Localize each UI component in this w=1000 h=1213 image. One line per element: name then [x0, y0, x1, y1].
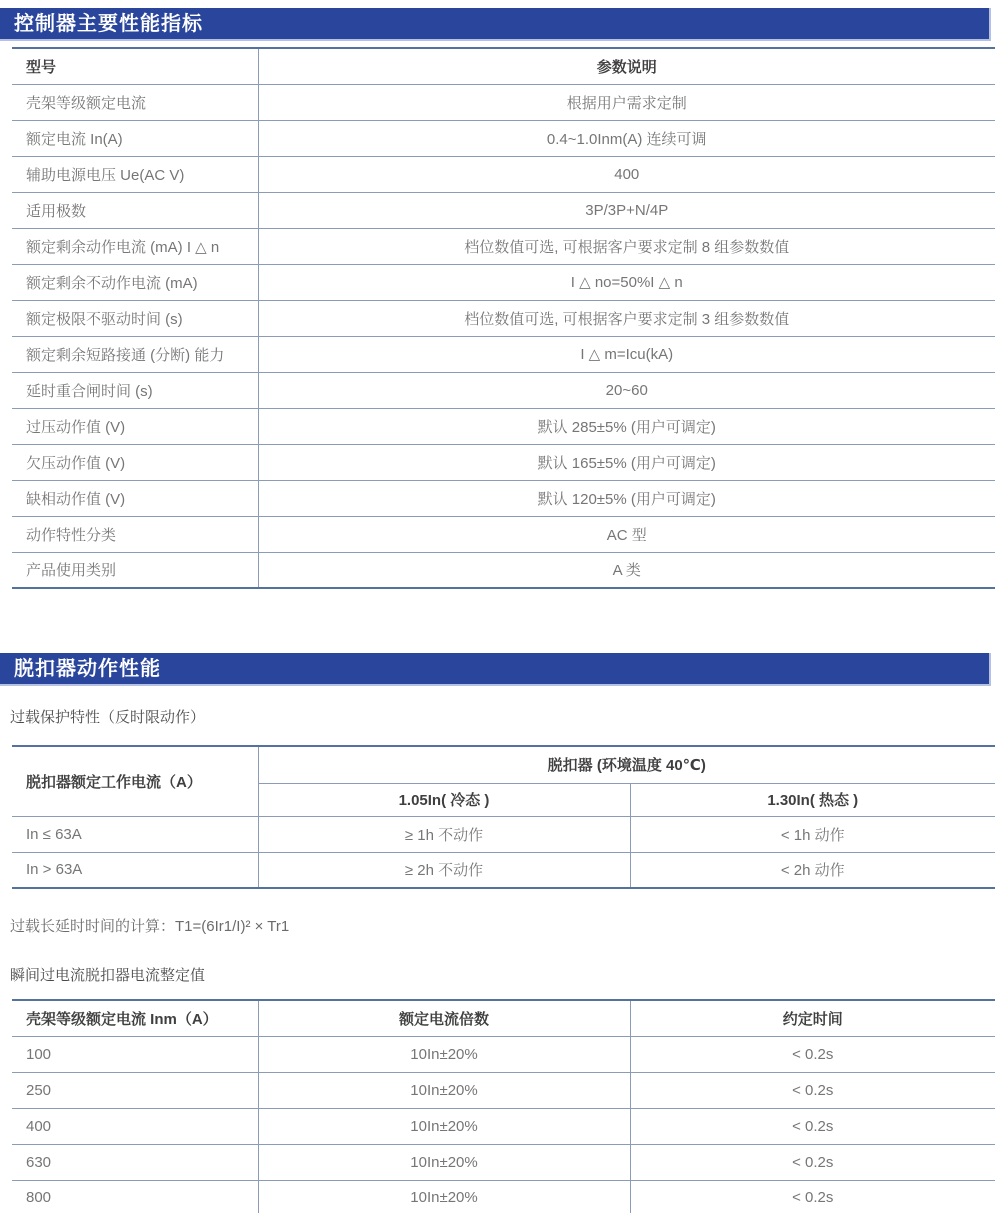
overload-protection-table — [12, 745, 995, 889]
table-row — [12, 1180, 995, 1213]
column-header-model: 型号 — [12, 48, 258, 84]
table-cell: 0.4~1.0Inm(A) 连续可调 — [258, 120, 995, 156]
table-cell: 400 — [258, 156, 995, 192]
table-row — [12, 516, 995, 552]
table-cell: ≥ 2h 不动作 — [258, 852, 630, 888]
table-row — [12, 1036, 995, 1072]
table-cell: 根据用户需求定制 — [258, 84, 995, 120]
table-cell: 延时重合闸时间 (s) — [12, 372, 258, 408]
table-cell: < 0.2s — [630, 1036, 995, 1072]
column-header-cold-state: 1.05In( 冷态 ) — [258, 783, 630, 816]
section-title: 控制器主要性能指标 — [14, 13, 203, 35]
table-cell: 800 — [12, 1180, 258, 1213]
table-cell: A 类 — [258, 552, 995, 588]
table-cell: 适用极数 — [12, 192, 258, 228]
table-cell: 3P/3P+N/4P — [258, 192, 995, 228]
table-row — [12, 1072, 995, 1108]
table-row — [12, 372, 995, 408]
controller-spec-table — [12, 47, 995, 589]
section-title: 脱扣器动作性能 — [14, 658, 161, 680]
table-cell: 默认 120±5% (用户可调定) — [258, 480, 995, 516]
instant-table-title: 瞬间过电流脱扣器电流整定值 — [10, 967, 206, 984]
table-cell: 产品使用类别 — [12, 552, 258, 588]
table-cell: I △ no=50%I △ n — [258, 264, 995, 300]
table-row — [12, 84, 995, 120]
table-cell: 默认 165±5% (用户可调定) — [258, 444, 995, 480]
overload-delay-formula: 过载长延时时间的计算：T1=(6Ir1/I)² × Tr1 — [10, 918, 290, 935]
table-row — [12, 120, 995, 156]
table-header-row — [12, 48, 995, 84]
table-cell: ≥ 1h 不动作 — [258, 816, 630, 852]
table-row — [12, 156, 995, 192]
table-cell: 额定剩余短路接通 (分断) 能力 — [12, 336, 258, 372]
table-cell: 额定电流 In(A) — [12, 120, 258, 156]
section-header-trip — [0, 653, 991, 686]
column-header-frame-current: 壳架等级额定电流 Inm（A） — [12, 1000, 258, 1036]
column-header-hot-state: 1.30In( 热态 ) — [630, 783, 995, 816]
table-row — [12, 816, 995, 852]
table-cell: AC 型 — [258, 516, 995, 552]
table-row — [12, 192, 995, 228]
table-cell: 额定极限不驱动时间 (s) — [12, 300, 258, 336]
table-cell: 欠压动作值 (V) — [12, 444, 258, 480]
table-cell: 10In±20% — [258, 1180, 630, 1213]
table-header-row — [12, 1000, 995, 1036]
section-header-controller — [0, 8, 991, 41]
table-row — [12, 228, 995, 264]
table-cell: 250 — [12, 1072, 258, 1108]
table-cell: 额定剩余不动作电流 (mA) — [12, 264, 258, 300]
table-cell: < 1h 动作 — [630, 816, 995, 852]
column-header-parameter: 参数说明 — [258, 48, 995, 84]
table-cell: 档位数值可选, 可根据客户要求定制 3 组参数数值 — [258, 300, 995, 336]
table-row — [12, 444, 995, 480]
table-cell: In ≤ 63A — [12, 816, 258, 852]
table-cell: 10In±20% — [258, 1144, 630, 1180]
table-cell: 10In±20% — [258, 1072, 630, 1108]
table-cell: I △ m=Icu(kA) — [258, 336, 995, 372]
table-cell: < 0.2s — [630, 1180, 995, 1213]
table-cell: 默认 285±5% (用户可调定) — [258, 408, 995, 444]
column-header-rated-current: 脱扣器额定工作电流（A） — [12, 746, 258, 816]
table-row — [12, 552, 995, 588]
table-row — [12, 1108, 995, 1144]
table-cell: 档位数值可选, 可根据客户要求定制 8 组参数数值 — [258, 228, 995, 264]
table-cell: 100 — [12, 1036, 258, 1072]
table-cell: < 0.2s — [630, 1108, 995, 1144]
table-row — [12, 336, 995, 372]
table-cell: 10In±20% — [258, 1108, 630, 1144]
table-row — [12, 1144, 995, 1180]
column-header-agreed-time: 约定时间 — [630, 1000, 995, 1036]
table-cell: 20~60 — [258, 372, 995, 408]
table-cell: 额定剩余动作电流 (mA) I △ n — [12, 228, 258, 264]
table-row — [12, 480, 995, 516]
column-header-trip-unit-span: 脱扣器 (环境温度 40℃) — [258, 746, 995, 783]
table-cell: 400 — [12, 1108, 258, 1144]
table-cell: In > 63A — [12, 852, 258, 888]
table-cell: < 2h 动作 — [630, 852, 995, 888]
table-row — [12, 264, 995, 300]
instant-overcurrent-table — [12, 999, 995, 1213]
table-row — [12, 408, 995, 444]
overload-subtitle: 过载保护特性（反时限动作） — [10, 709, 206, 726]
table-cell: 10In±20% — [258, 1036, 630, 1072]
table-cell: 630 — [12, 1144, 258, 1180]
table-row — [12, 300, 995, 336]
table-row — [12, 852, 995, 888]
table-cell: 过压动作值 (V) — [12, 408, 258, 444]
table-cell: 缺相动作值 (V) — [12, 480, 258, 516]
table-cell: < 0.2s — [630, 1072, 995, 1108]
table-cell: 辅助电源电压 Ue(AC V) — [12, 156, 258, 192]
table-header-row — [12, 746, 995, 783]
table-cell: < 0.2s — [630, 1144, 995, 1180]
table-cell: 壳架等级额定电流 — [12, 84, 258, 120]
table-cell: 动作特性分类 — [12, 516, 258, 552]
column-header-current-multiple: 额定电流倍数 — [258, 1000, 630, 1036]
